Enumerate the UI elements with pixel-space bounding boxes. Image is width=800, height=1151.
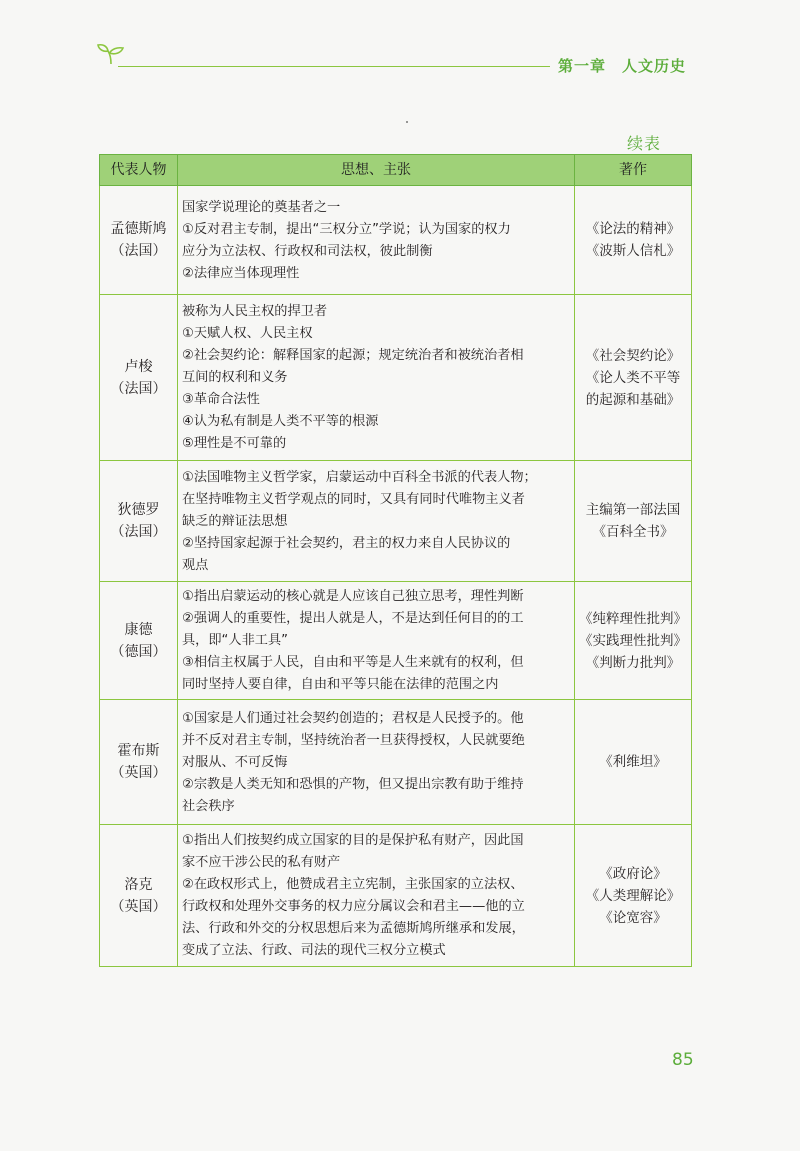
table-row [100,186,692,295]
person-cell-line: （英国） [110,765,167,781]
works-cell [575,700,692,825]
ideas-cell-line: ②在政权形式上，他赞成君主立宪制，主张国家的立法权、 [182,877,524,892]
ideas-cell-line: 家不应干涉公民的私有财产 [182,855,341,870]
ideas-cell-line: ②宗教是人类无知和恐惧的产物，但又提出宗教有助于维持 [182,776,524,792]
works-cell [575,186,692,295]
ideas-cell-line: 观点 [182,557,209,573]
person-cell [100,700,178,825]
works-cell-line: 《社会契约论》 [585,347,681,364]
ideas-cell-line: 变成了立法、行政、司法的现代三权分立模式 [182,943,446,958]
thinkers-table [99,154,692,967]
person-cell-line: 洛克 [124,876,153,893]
person-cell-line: （法国） [110,524,167,540]
ideas-cell [178,186,575,295]
works-cell-line: 《判断力批判》 [585,654,681,671]
ideas-cell-line: 社会秩序 [182,798,235,814]
works-cell-line: 主编第一部法国 [585,502,681,518]
ideas-cell-line: ②法律应当体现理性 [182,265,300,281]
ideas-cell-line: ②强调人的重要性，提出人就是人，不是达到任何目的的工 [182,611,524,626]
ideas-cell-line: ①指出人们按契约成立国家的目的是保护私有财产，因此国 [182,833,524,848]
header-ideas: 思想、主张 [178,155,575,186]
table-row [100,461,692,582]
ideas-cell-line: 应分为立法权、行政权和司法权，彼此制衡 [182,243,433,259]
works-cell-line: 《论法的精神》 [585,221,681,237]
ideas-cell-line: 国家学说理论的奠基者之一 [182,199,341,215]
ideas-cell-line: ①天赋人权、人民主权 [182,326,313,341]
person-cell [100,295,178,461]
table-row [100,295,692,461]
ideas-cell-line: 同时坚持人要自律，自由和平等只能在法律的范围之内 [182,677,499,692]
ideas-cell-line: 法、行政和外交的分权思想后来为孟德斯鸠所继承和发展， [182,921,525,936]
ideas-cell-line: 互间的权利和义务 [182,370,288,385]
ideas-cell [178,461,575,582]
header-rule [118,66,550,67]
header-person: 代表人物 [100,155,178,186]
ideas-cell-line: ①反对君主专制，提出“三权分立”学说；认为国家的权力 [182,221,511,237]
ideas-cell-line: 在坚持唯物主义哲学观点的同时，又具有同时代唯物主义者 [182,491,525,507]
ideas-cell-line: ②坚持国家起源于社会契约，君主的权力来自人民协议的 [182,535,511,551]
ideas-cell-line: ④认为私有制是人类不平等的根源 [182,414,379,429]
works-cell-line: 《百科全书》 [592,524,674,540]
ideas-cell-line: ①指出启蒙运动的核心就是人应该自己独立思考，理性判断 [182,589,524,604]
ideas-cell-line: ①法国唯物主义哲学家，启蒙运动中百科全书派的代表人物； [182,469,537,485]
person-cell-line: 康德 [124,621,153,638]
person-cell-line: 霍布斯 [117,743,160,759]
person-cell [100,461,178,582]
ideas-cell [178,700,575,825]
ideas-cell-line: ③革命合法性 [182,392,260,407]
works-cell-line: 《利维坦》 [599,754,667,770]
works-cell-line: 《纯粹理性批判》 [579,610,687,627]
ideas-cell-line: ③相信主权属于人民，自由和平等是人生来就有的权利，但 [182,655,524,670]
chapter-title: 人文历史 [622,57,687,75]
person-cell-line: （法国） [110,380,167,397]
works-cell [575,582,692,700]
person-cell-line: 孟德斯鸠 [110,221,167,237]
person-cell-line: （德国） [110,643,167,660]
table-row [100,700,692,825]
works-cell-line: 《论宽容》 [599,909,667,926]
table-row [100,825,692,967]
page-number: 85 [672,1050,694,1070]
leaf-sprout-icon [96,42,126,66]
table-header-row [100,155,692,186]
person-cell-line: 卢梭 [124,358,153,375]
works-cell [575,825,692,967]
works-cell [575,461,692,582]
ideas-cell-line: ⑤理性是不可靠的 [182,436,287,451]
person-cell-line: （英国） [110,898,167,915]
works-cell-line: 《人类理解论》 [585,887,681,904]
person-cell-line: 狄德罗 [117,502,160,518]
ideas-cell-line: ②社会契约论：解释国家的起源；规定统治者和被统治者相 [182,348,524,363]
ideas-cell [178,825,575,967]
person-cell-line: （法国） [110,243,167,259]
works-cell-line: 《波斯人信札》 [585,243,681,259]
works-cell-line: 《论人类不平等 [585,369,681,386]
person-cell [100,825,178,967]
works-cell-line: 的起源和基础》 [585,391,681,408]
works-cell [575,295,692,461]
works-cell-line: 《实践理性批判》 [579,632,687,649]
ideas-cell-line: 具，即“人非工具” [182,633,288,648]
ideas-cell-line: 并不反对君主专制，坚持统治者一旦获得授权，人民就要绝 [182,732,525,748]
person-cell [100,186,178,295]
ideas-cell-line: ①国家是人们通过社会契约创造的；君权是人民授予的。他 [182,710,524,726]
header-works: 著作 [575,155,692,186]
chapter-number: 第一章 [558,57,607,75]
continued-table-label: 续表 [627,134,662,153]
dust-speck [406,121,408,123]
ideas-cell [178,582,575,700]
ideas-cell-line: 缺乏的辩证法思想 [182,513,288,529]
table-row [100,582,692,700]
ideas-cell-line: 对服从、不可反悔 [182,754,288,770]
running-header [558,55,686,76]
ideas-cell-line: 行政权和处理外交事务的权力应分属议会和君主——他的立 [182,899,525,914]
ideas-cell [178,295,575,461]
person-cell [100,582,178,700]
ideas-cell-line: 被称为人民主权的捍卫者 [182,304,328,319]
works-cell-line: 《政府论》 [599,865,667,882]
